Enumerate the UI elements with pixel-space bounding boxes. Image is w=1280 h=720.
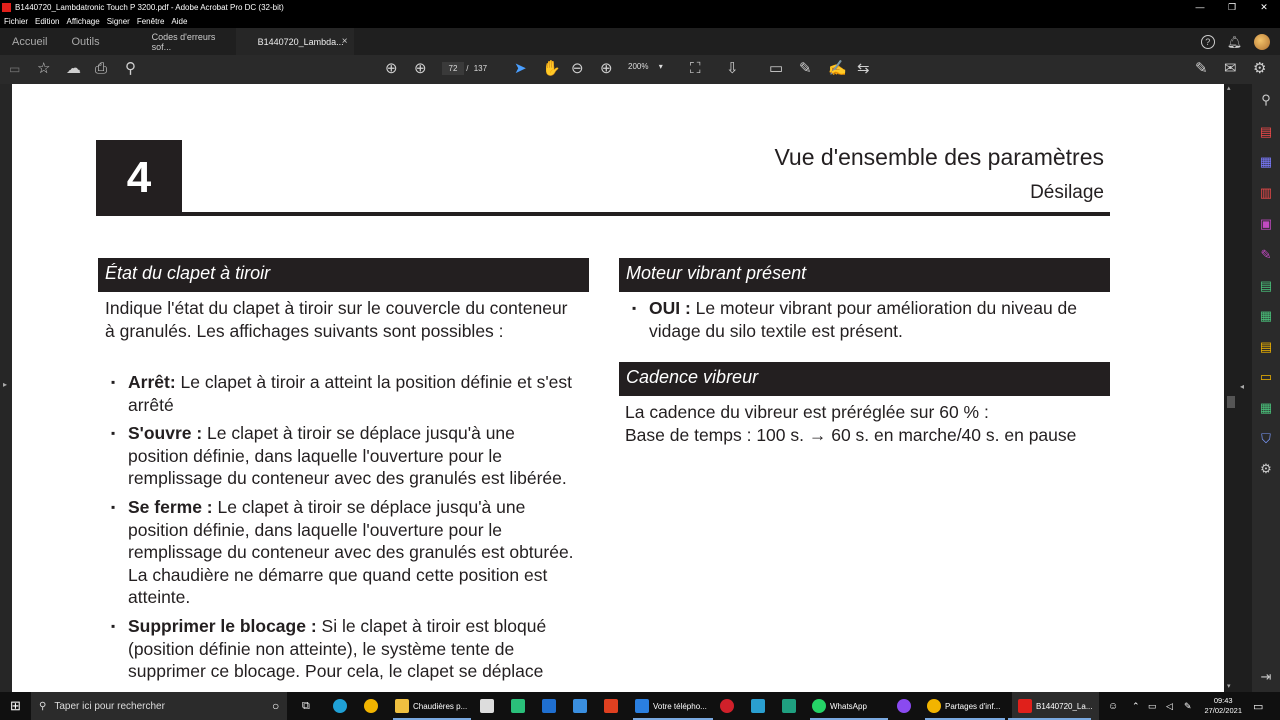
help-icon[interactable]: ? [1201, 35, 1215, 49]
scroll-up-icon[interactable]: ▴ [1227, 85, 1231, 92]
taskbar-app-label: Votre télépho... [653, 701, 707, 711]
app-icon[interactable] [751, 692, 769, 720]
menu-signer[interactable]: Signer [106, 17, 130, 26]
clock-date: 27/02/2021 [1204, 706, 1242, 715]
minimize-button[interactable]: — [1195, 2, 1205, 12]
app-icon[interactable] [782, 692, 800, 720]
excel-icon[interactable]: ▦ [1259, 308, 1273, 323]
search-icon: ⚲ [39, 700, 47, 712]
tab-document-2-label: B1440720_Lambda... [257, 36, 344, 47]
office-icon[interactable] [604, 692, 622, 720]
fit-page-icon[interactable]: ⛶ [690, 60, 701, 77]
scroll-mode-icon[interactable]: ⇩ [726, 60, 739, 77]
avatar[interactable] [1254, 34, 1270, 50]
window-titlebar [0, 0, 1280, 15]
bell-icon[interactable]: 🔔︎ [1226, 34, 1242, 49]
menu-fichier[interactable]: Fichier [4, 17, 29, 26]
scroll-thumb[interactable] [1227, 396, 1235, 408]
taskbar [0, 692, 1280, 720]
page-subtitle: Désilage [1030, 182, 1104, 203]
item-label: OUI : [649, 298, 691, 318]
item-text: Le moteur vibrant pour amélioration du niveau de vidage du silo textile est présent. [649, 298, 1078, 341]
close-window-button[interactable]: ✕ [1260, 2, 1268, 12]
moteur-list [626, 297, 1106, 348]
next-page-icon[interactable]: ⊕ [414, 60, 427, 77]
scroll-down-icon[interactable]: ▾ [1227, 683, 1231, 690]
taskbar-search[interactable] [31, 692, 287, 720]
menu-affichage[interactable]: Affichage [66, 17, 100, 26]
system-clock[interactable] [1204, 696, 1242, 716]
chrome-icon[interactable] [364, 692, 382, 720]
document-viewer[interactable] [0, 84, 1252, 692]
clock-time: 09:43 [1213, 696, 1233, 705]
taskbar-app-label: WhatsApp [830, 701, 867, 711]
highlight-icon[interactable]: ✎ [799, 60, 812, 77]
outlook-icon[interactable] [542, 692, 560, 720]
menu-bar [0, 15, 1280, 28]
item-text: Le clapet à tiroir a atteint la position définie et s'est arrêté [128, 372, 573, 415]
close-tab-icon[interactable]: × [341, 36, 348, 47]
expand-left-icon: ▸ [3, 380, 8, 389]
section-heading-clapet: État du clapet à tiroir [98, 258, 589, 292]
page-separator: / [466, 64, 469, 73]
list-item [626, 297, 1106, 342]
send-comment-icon[interactable]: ▤ [1259, 339, 1273, 354]
list-item [105, 496, 575, 609]
people-icon[interactable]: ☺ [1108, 700, 1119, 712]
right-tools-panel [1252, 84, 1280, 692]
tab-home[interactable]: Accueil [12, 35, 48, 48]
item-text: Si le clapet à tiroir est bloqué (position définie non atteinte), le système tente de supprimer ce blocage. Pour cela, le clapet se déplace [128, 615, 547, 682]
taskbar-app-explorer[interactable] [395, 692, 467, 720]
zoom-out-icon[interactable]: ⊖ [571, 60, 584, 77]
section-intro: Indique l'état du clapet à tiroir sur le couvercle du conteneur à granulés. Les affichages suivants sont possibles : [105, 298, 568, 341]
taskbar-app-label: Chaudières p... [413, 701, 468, 711]
cadence-line-2: Base de temps : 100 s. → 60 s. en marche/40 s. en pause [625, 425, 1077, 445]
acrobat-icon [2, 3, 11, 12]
organize-pages-icon[interactable]: ▥ [1259, 185, 1273, 200]
volume-icon[interactable]: ◁ [1166, 700, 1173, 711]
item-text: Le clapet à tiroir se déplace jusqu'à une position définie, dans laquelle l'ouverture pour le remplissage du conteneur avec des granulés est obturée. La chaudière ne démarre que quand cette position est atteinte. [128, 496, 574, 608]
store-icon[interactable] [480, 692, 498, 720]
taskbar-app-label: Partages d'inf... [945, 701, 1001, 711]
notification-icon[interactable]: ▭ [1253, 700, 1264, 713]
select-tool-icon[interactable]: ➤ [514, 60, 527, 77]
protect-icon[interactable]: ⛉ [1261, 431, 1271, 446]
tab-bar [0, 28, 1280, 55]
combine-files-icon[interactable]: ▦ [1259, 154, 1273, 169]
zoom-search-icon[interactable]: ⚲ [125, 60, 136, 77]
list-item [105, 615, 575, 683]
create-pdf-icon[interactable]: ▤ [1259, 124, 1273, 139]
network-icon[interactable]: ▭ [1148, 700, 1157, 711]
keyboard-icon[interactable]: ✎ [1184, 700, 1192, 711]
messenger-icon[interactable] [897, 692, 915, 720]
page-total: 137 [473, 64, 488, 73]
upload-icon[interactable]: ☁ [66, 60, 81, 77]
vertical-scrollbar[interactable] [1225, 84, 1237, 692]
chapter-number: 4 [96, 140, 182, 215]
hand-tool-icon[interactable]: ✋ [542, 60, 561, 77]
section-heading-moteur: Moteur vibrant présent [619, 258, 1110, 292]
window-title: B1440720_Lambdatronic Touch P 3200.pdf - Adobe Acrobat Pro DC (32-bit) [15, 3, 284, 12]
collapse-right-icon: ◂ [1240, 382, 1245, 391]
zoom-in-icon[interactable]: ⊕ [600, 60, 613, 77]
save-icon[interactable]: ▭ [9, 62, 21, 76]
search-placeholder: Taper ici pour rechercher [54, 700, 165, 712]
search-icon[interactable]: ⚲ [1261, 92, 1271, 107]
cortana-icon[interactable]: ○ [272, 699, 280, 713]
list-item [105, 422, 575, 490]
item-text: Le clapet à tiroir se déplace jusqu'à une position définie, dans laquelle l'ouverture pour le remplissage du conteneur avec des granulés est libérée. [128, 423, 567, 489]
print-icon[interactable]: ⎙ [95, 60, 108, 77]
comment-icon[interactable]: ▭ [769, 60, 784, 77]
comment-tool-icon[interactable]: ▭ [1259, 369, 1273, 384]
email-icon[interactable]: ✉ [1224, 60, 1237, 77]
taskbar-app-chrome[interactable] [927, 692, 1000, 720]
maps-icon[interactable] [511, 692, 529, 720]
right-panel-toggle[interactable] [1237, 84, 1252, 692]
left-panel-toggle[interactable] [0, 84, 12, 692]
taskbar-app-whatsapp[interactable] [812, 692, 867, 720]
star-icon[interactable]: ☆ [37, 60, 51, 77]
prev-page-icon[interactable]: ⊕ [385, 60, 398, 77]
collapse-panel-icon[interactable]: ⇥ [1260, 669, 1272, 684]
tab-document-1[interactable]: Codes d'erreurs sof... [151, 31, 216, 52]
toolbar [0, 55, 1280, 84]
item-label: S'ouvre : [128, 423, 203, 444]
page-number-input[interactable]: 72 [442, 62, 464, 75]
state-list [105, 371, 575, 689]
zoom-value: 200% [628, 62, 649, 71]
task-view-icon[interactable]: ⧉ [302, 699, 310, 712]
windows-start-icon[interactable]: ⊞ [10, 698, 21, 713]
cadence-line-1: La cadence du vibreur est préréglée sur 60 % : [625, 402, 989, 422]
tray-chevron-icon[interactable]: ⌃ [1132, 700, 1140, 711]
export-pdf-icon[interactable]: ▤ [1259, 278, 1273, 293]
fill-sign-icon[interactable]: ✎ [1195, 60, 1208, 77]
zoom-select[interactable] [628, 62, 663, 71]
tab-document-2[interactable] [236, 28, 354, 55]
page-navigator [442, 62, 487, 75]
item-label: Se ferme : [128, 496, 213, 517]
edge-icon[interactable] [333, 692, 351, 720]
fill-sign-tool-icon[interactable]: ✎ [1260, 247, 1272, 262]
list-item [105, 371, 575, 416]
chevron-down-icon: ▾ [658, 62, 663, 71]
sign-icon[interactable]: ✍ [828, 60, 847, 77]
scan-icon[interactable]: ▦ [1259, 400, 1273, 415]
tab-tools[interactable]: Outils [71, 35, 100, 48]
restore-button[interactable]: ❐ [1227, 2, 1237, 12]
user-settings-icon[interactable]: ⚙ [1253, 60, 1267, 77]
pdf-page [12, 84, 1224, 692]
section-heading-cadence: Cadence vibreur [619, 362, 1110, 396]
page-title: Vue d'ensemble des paramètres [774, 144, 1104, 170]
menu-edition[interactable]: Edition [35, 17, 60, 26]
more-tools-icon[interactable]: ⚙ [1260, 461, 1272, 476]
header-rule [96, 212, 1110, 216]
edit-pdf-icon[interactable]: ▣ [1259, 216, 1273, 231]
share-icon[interactable]: ⇆ [857, 60, 870, 77]
pinterest-icon[interactable] [720, 692, 738, 720]
menu-aide[interactable]: Aide [171, 17, 188, 26]
taskbar-app-label: B1440720_La... [1036, 701, 1093, 711]
taskbar-app-acrobat[interactable] [1012, 692, 1099, 720]
mail-icon[interactable] [573, 692, 591, 720]
menu-fenetre[interactable]: Fenêtre [136, 17, 165, 26]
taskbar-app-phone[interactable] [635, 692, 707, 720]
item-label: Supprimer le blocage : [128, 615, 317, 636]
item-label: Arrêt: [128, 372, 176, 392]
